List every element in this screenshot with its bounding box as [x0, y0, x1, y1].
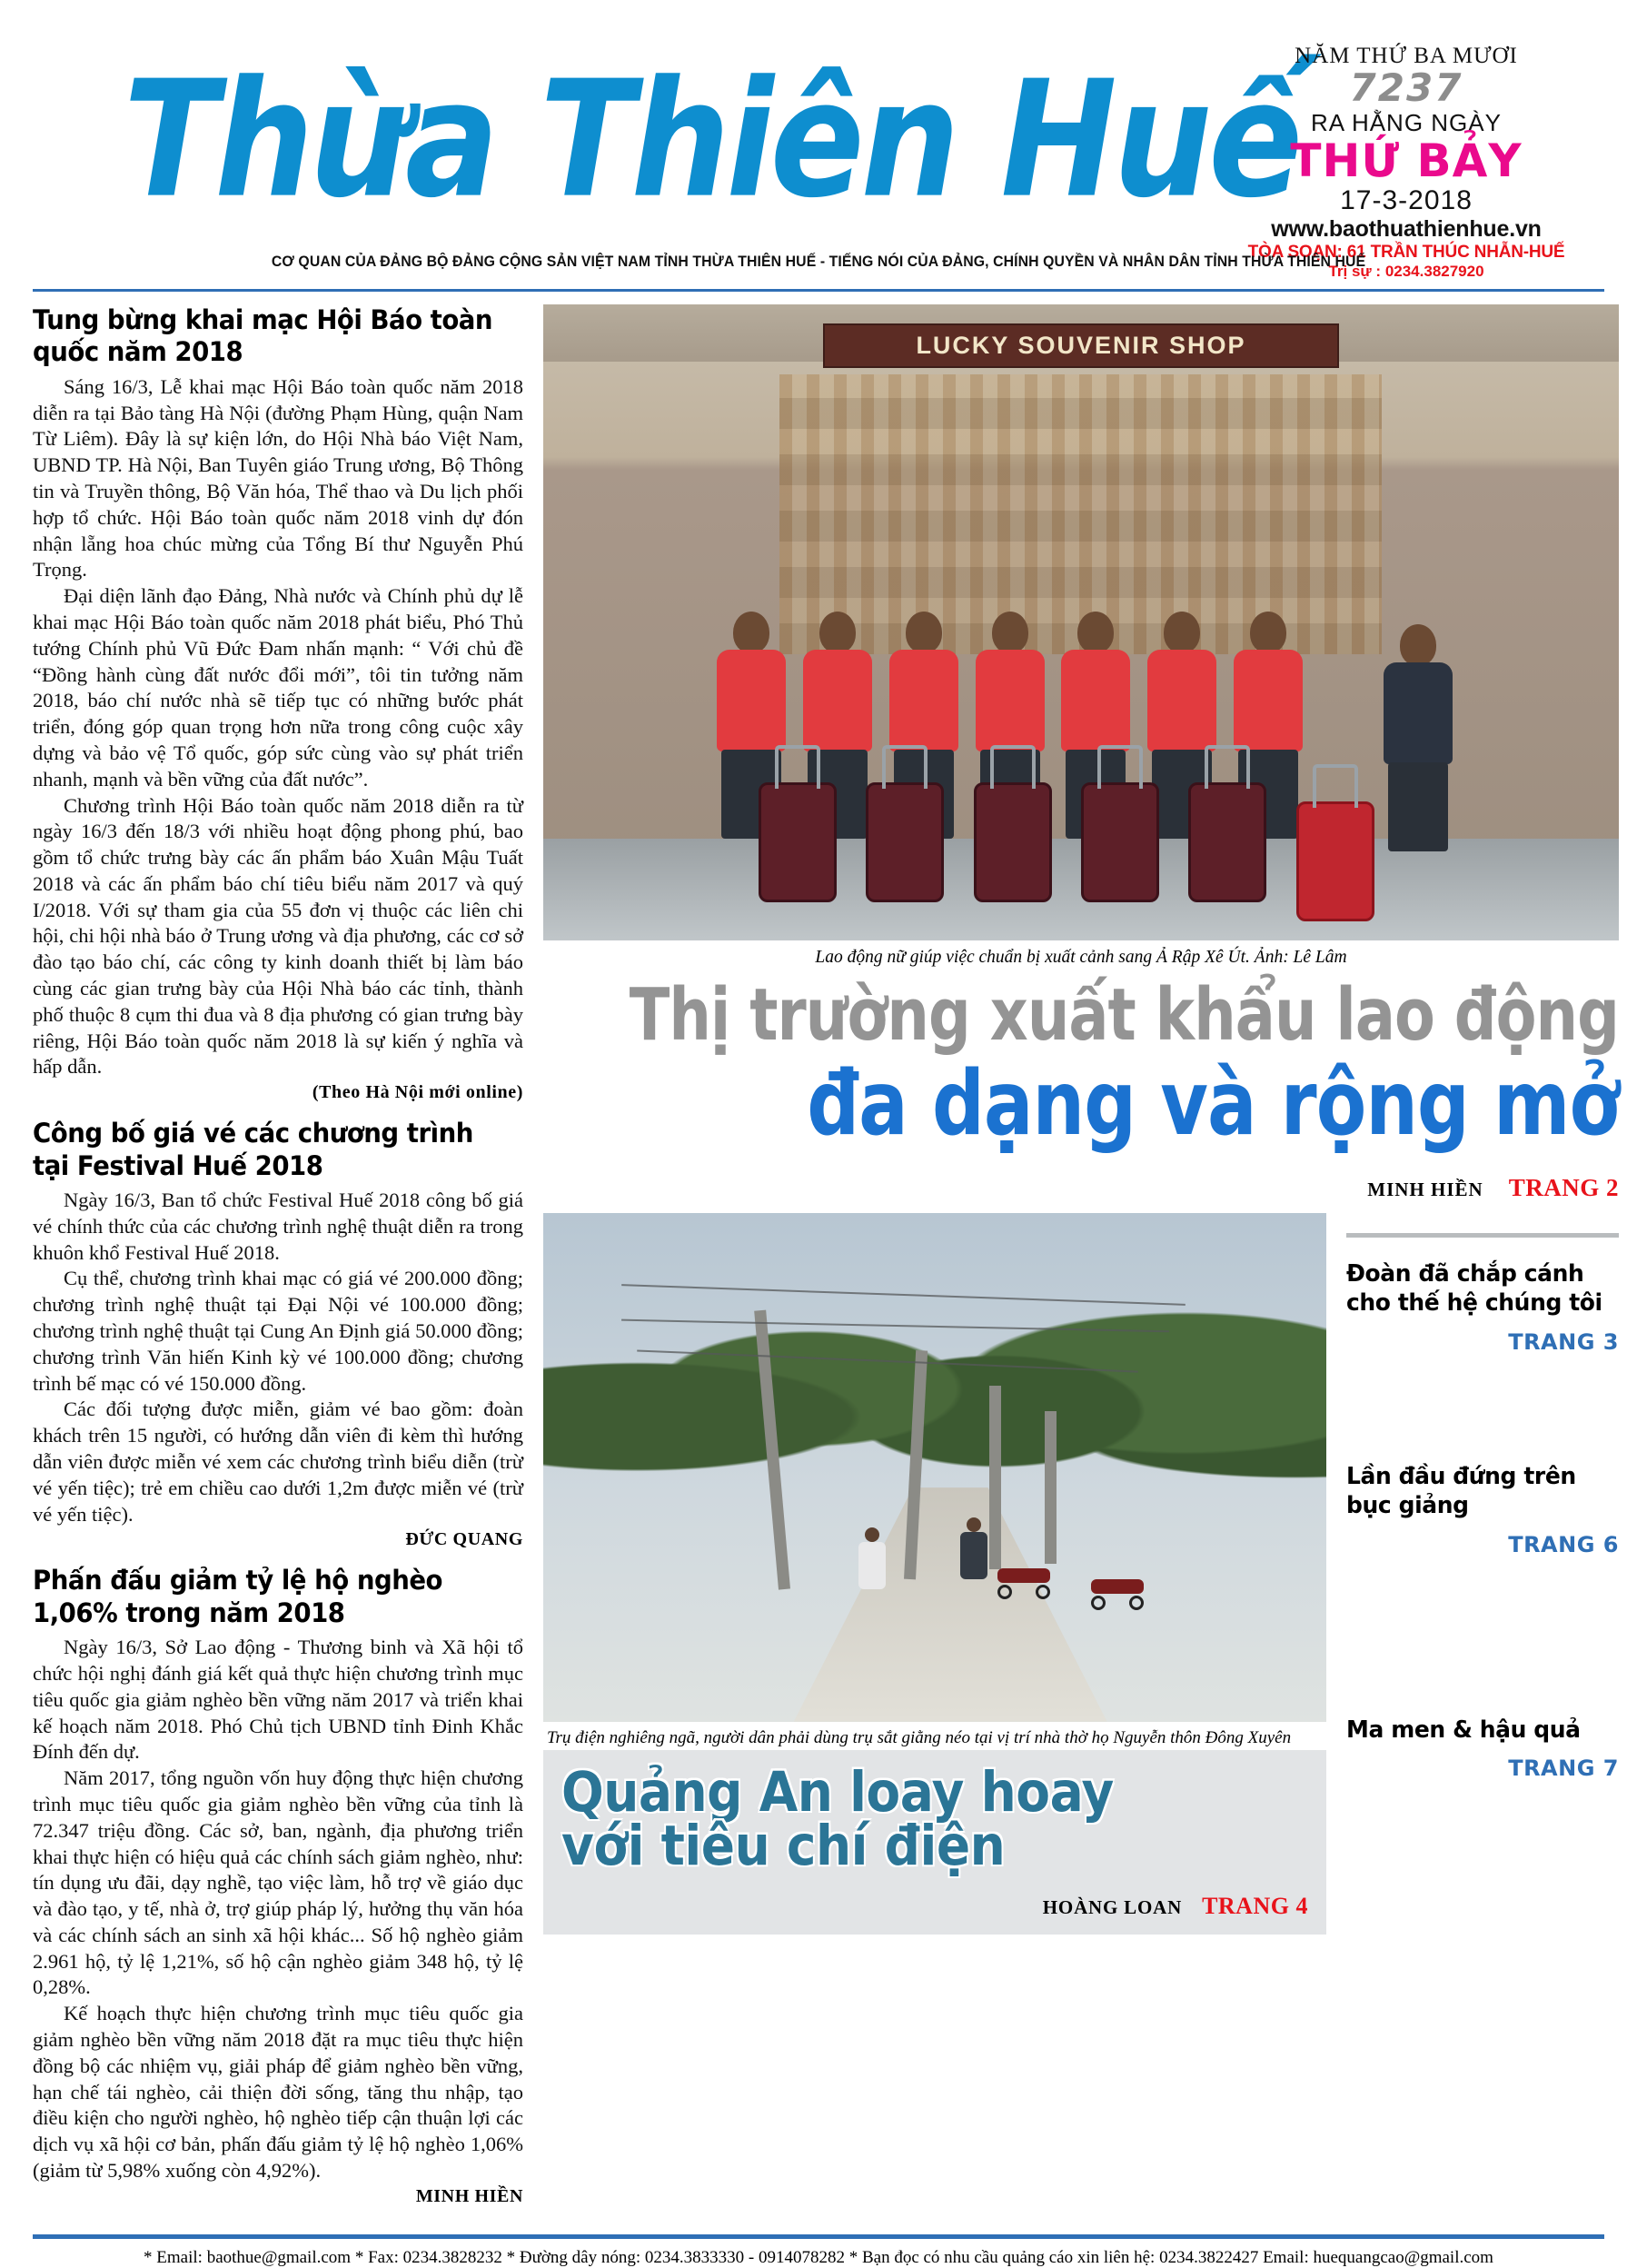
suitcase — [1296, 801, 1374, 921]
newspaper-title: Thừa Thiên Huế — [124, 46, 1300, 234]
utility-pole — [989, 1386, 1001, 1569]
publication-date: 17-3-2018 — [1340, 184, 1473, 215]
teaser-page-ref[interactable]: TRANG 6 — [1508, 1531, 1619, 1557]
masthead — [33, 0, 1604, 284]
article-paragraph: Năm 2017, tổng nguồn vốn huy động thực hiện chương trình mục tiêu quốc gia giảm nghèo bền vững của tỉnh là 72.347 triệu đồng. Các sở, ban, ngành, địa phương triển khai thực hiện có hiệu quả các chính sách giảm nghèo, như: tín dụng ưu đãi, dạy nghề, tạo việc làm, hỗ trợ về giáo dục và đào tạo, y tế, nhà ở, trợ giúp pháp lý, hưởng thụ văn hóa và các chính sách an sinh xã hội khác... Số hộ nghèo giảm 2.961 hộ, tỷ lệ 1,21%, số hộ cận nghèo giảm 348 hộ, tỷ lệ 0,28%. — [33, 1766, 523, 1999]
article-headline: Phấn đấu giảm tỷ lệ hộ nghèo 1,06% trong năm 2018 — [33, 1565, 443, 1628]
article-paragraph: Ngày 16/3, Ban tổ chức Festival Huế 2018 công bố giá vé chính thức của các chương trình nghệ thuật diễn ra trong khuôn khổ Festival Huế 2018. — [33, 1189, 523, 1264]
main-content — [33, 292, 1619, 2222]
teaser-spacer — [1346, 1355, 1619, 1457]
teaser-page-ref[interactable]: TRANG 7 — [1508, 1756, 1619, 1782]
article-headline: Công bố giá vé các chương trình tại Festival Huế 2018 — [33, 1118, 473, 1181]
hero-headline-block[interactable] — [543, 968, 1619, 1156]
bottom-section — [543, 1202, 1619, 1935]
right-column — [543, 304, 1619, 2222]
bottom-page-ref[interactable]: TRANG 4 — [1202, 1892, 1308, 1919]
suitcase — [974, 782, 1052, 902]
pedestrian — [958, 1517, 989, 1579]
teaser-divider — [1346, 1233, 1619, 1238]
article-giam-ngheo[interactable] — [33, 1565, 523, 2206]
office-phone: Trị sự : 0234.3827920 — [1328, 262, 1484, 280]
suitcase — [1081, 782, 1159, 902]
teaser-title-line1: Lần đầu đứng trên bục giảng — [1345, 1462, 1576, 1520]
hero-photo-caption: Lao động nữ giúp việc chuẩn bị xuất cảnh sang Ả Rập Xê Út. Ảnh: Lê Lâm — [815, 948, 1347, 967]
hero-credit — [543, 1150, 1619, 1202]
street-photo — [543, 1213, 1326, 1722]
bottom-headline-line1: Quảng An loay hoay — [561, 1759, 1114, 1824]
suitcase — [866, 782, 944, 902]
article-paragraph: Sáng 16/3, Lễ khai mạc Hội Báo toàn quốc năm 2018 diễn ra tại Bảo tàng Hà Nội (đường Phạm Hùng, quận Nam Từ Liêm). Đây là sự kiện lớn, do Hội Nhà báo Việt Nam, UBND TP. Hà Nội, Ban Tuyên giáo Trung ương, Bộ Thông tin và Truyền thông, Bộ Văn hóa, Thể thao và Du lịch phối hợp tổ chức. Hội Báo toàn quốc năm 2018 vinh dự đón nhận lẵng hoa chúc mừng của Tổng Bí thư Nguyễn Phú Trọng. — [33, 374, 523, 582]
teaser-title-line1: Ma men & hậu quả — [1345, 1716, 1581, 1744]
teaser-column — [1346, 1213, 1619, 1935]
bottom-story[interactable] — [543, 1213, 1326, 1935]
article-byline: MINH HIỀN — [415, 2185, 523, 2206]
pedestrian — [857, 1527, 888, 1589]
website-url[interactable]: www.baothuathienhue.vn — [1271, 215, 1542, 242]
hero-page-ref[interactable]: TRANG 2 — [1508, 1173, 1619, 1201]
teaser-page-ref[interactable]: TRANG 3 — [1508, 1328, 1619, 1355]
motorbike — [1091, 1579, 1144, 1610]
article-paragraph: Ngày 16/3, Sở Lao động - Thương binh và Xã hội tổ chức hội nghị đánh giá kết quả thực hiện chương trình mục tiêu quốc gia giảm nghèo bền vững năm 2017 và triển khai kế hoạch năm 2018. Phó Chủ tịch UBND tỉnh Đinh Khắc Đính đến dự. — [33, 1636, 523, 1764]
office-address: TÒA SOẠN: 61 TRẦN THÚC NHẪN-HUẾ — [1247, 242, 1565, 262]
masthead-tagline: CƠ QUAN CỦA ĐẢNG BỘ ĐẢNG CỘNG SẢN VIỆT NAM TỈNH THỪA THIÊN HUẾ - TIẾNG NÓI CỦA ĐẢNG, CHÍNH QUYỀN VÀ NHÂN DÂN TỈNH THỪA THIÊN HUẾ — [271, 253, 1366, 270]
bottom-headline-block[interactable] — [543, 1750, 1326, 1935]
teaser-spacer — [1346, 1659, 1619, 1710]
worker-figure — [1382, 624, 1454, 851]
article-byline: ĐỨC QUANG — [405, 1529, 523, 1550]
bottom-headline-line2: với tiêu chí điện — [561, 1813, 1006, 1878]
teaser-title-line2: cho thế hệ chúng tôi — [1345, 1289, 1602, 1318]
article-paragraph: Các đối tượng được miễn, giảm vé bao gồm: đoàn khách trên 15 người, có hướng dẫn viên đi kèm thì hướng dẫn viên được miễn vé xem các chương trình biểu diễn (trừ vé yến tiệc); trẻ em chiều cao dưới 1,2m được miễn vé (trừ vé yến tiệc). — [33, 1398, 523, 1526]
bottom-author: HOÀNG LOAN — [1042, 1895, 1183, 1918]
publication-year-line: NĂM THỨ BA MƯƠI — [1295, 44, 1518, 68]
article-paragraph: Kế hoạch thực hiện chương trình mục tiêu quốc gia giảm nghèo bền vững năm 2018 đặt ra mục tiêu thực hiện đồng bộ các nhiệm vụ, giải pháp để giảm nghèo bền vững, hạn chế tái nghèo, cải thiện đời sống, tăng thu nhập, tạo điều kiện cho người nghèo, hộ nghèo tiếp cận thuận lợi các dịch vụ xã hội cơ bản, phấn đấu giảm tỷ lệ hộ nghèo 1,06% (giảm từ 5,98% xuống còn 4,92%). — [33, 2002, 523, 2183]
teaser-spacer — [1346, 1557, 1619, 1659]
article-byline: (Theo Hà Nội mới online) — [312, 1082, 523, 1103]
issue-number: 7237 — [1349, 65, 1463, 110]
article-paragraph: Chương trình Hội Báo toàn quốc năm 2018 diễn ra từ ngày 16/3 đến 18/3 với nhiều hoạt động phong phú, bao gồm tổ chức trưng bày các ấn phẩm báo Xuân Mậu Tuất 2018 và các ấn phẩm báo chí tiêu biểu năm 2017 và quý I/2018. Với sự tham gia của 55 đơn vị thuộc các liên chi hội, chi hội nhà báo ở Trung ương và địa phương, các cơ sở đào tạo báo chí, các công ty kinh doanh thiết bị làm báo cùng các gian trưng bày của Hội Nhà báo các tỉnh, thành phố thuộc 8 cụm thi đua và 8 địa phương có gian trưng bày riêng, Hội Báo toàn quốc năm 2018 là sự kiến ý nghĩa và hấp dẫn. — [33, 793, 523, 1079]
publication-frequency: RA HẰNG NGÀY — [1311, 109, 1502, 136]
hero-author: MINH HIỀN — [1367, 1178, 1483, 1200]
article-headline: Tung bừng khai mạc Hội Báo toàn quốc năm 2018 — [33, 304, 493, 368]
weekday-label: THỨ BẢY — [1290, 134, 1523, 187]
teaser-lan-dau-dung-tren-buc-giang[interactable] — [1346, 1457, 1619, 1557]
left-column — [33, 304, 523, 2222]
suitcase — [759, 782, 837, 902]
teaser-title-line1: Đoàn đã chắp cánh — [1345, 1259, 1584, 1288]
suitcase — [1188, 782, 1266, 902]
footer-contact-line: * Email: baothue@gmail.com * Fax: 0234.3828232 * Đường dây nóng: 0234.3833330 - 0914078282 * Bạn đọc có nhu cầu quảng cáo xin liên hệ: 0234.3822427 Email: huequangcao@gmail.com — [144, 2247, 1493, 2267]
shop-sign — [823, 323, 1339, 368]
bottom-photo-caption: Trụ điện nghiêng ngã, người dân phải dùng trụ sắt giằng néo tại vị trí nhà thờ họ Nguyễn thôn Đông Xuyên — [547, 1727, 1292, 1747]
hero-headline-line2: đa dạng và rộng mở — [807, 1051, 1619, 1156]
hero-headline-line1: Thị trường xuất khẩu lao động — [629, 972, 1619, 1057]
utility-pole — [1045, 1411, 1057, 1564]
bottom-credit — [561, 1871, 1308, 1920]
teaser-doan-da-chap-canh[interactable] — [1346, 1254, 1619, 1355]
hero-photo — [543, 304, 1619, 940]
article-festival-hue[interactable] — [33, 1118, 523, 1550]
masthead-info-block — [1215, 44, 1597, 281]
article-paragraph: Đại diện lãnh đạo Đảng, Nhà nước và Chính phủ dự lễ khai mạc Hội Báo toàn quốc năm 2018 phát biểu, Phó Thủ tướng Chính phủ Vũ Đức Đam nhấn mạnh: “ Với chủ đề “Đồng hành cùng đất nước đổi mới”, tôi tin tưởng năm 2018, báo chí nước nhà sẽ tiếp tục có những bước phát triển, đóng góp quan trọng hơn nữa trong công cuộc xây dựng và bảo vệ Tổ quốc, góp sức cùng vào sự phát triển nhanh, mạnh và bền vững của đất nước”. — [33, 584, 523, 791]
article-paragraph: Cụ thể, chương trình khai mạc có giá vé 200.000 đồng; chương trình nghệ thuật tại Đại Nội vé 100.000 đồng; chương trình nghệ thuật tại Cung An Định giá 50.000 đồng; chương trình Văn hiến Kinh kỳ vé 100.000 đồng; chương trình bế mạc có vé 150.000 đồng. — [33, 1267, 523, 1395]
teaser-ma-men-hau-qua[interactable] — [1346, 1710, 1619, 1782]
motorbike — [997, 1568, 1050, 1599]
article-hoi-bao[interactable] — [33, 304, 523, 1103]
